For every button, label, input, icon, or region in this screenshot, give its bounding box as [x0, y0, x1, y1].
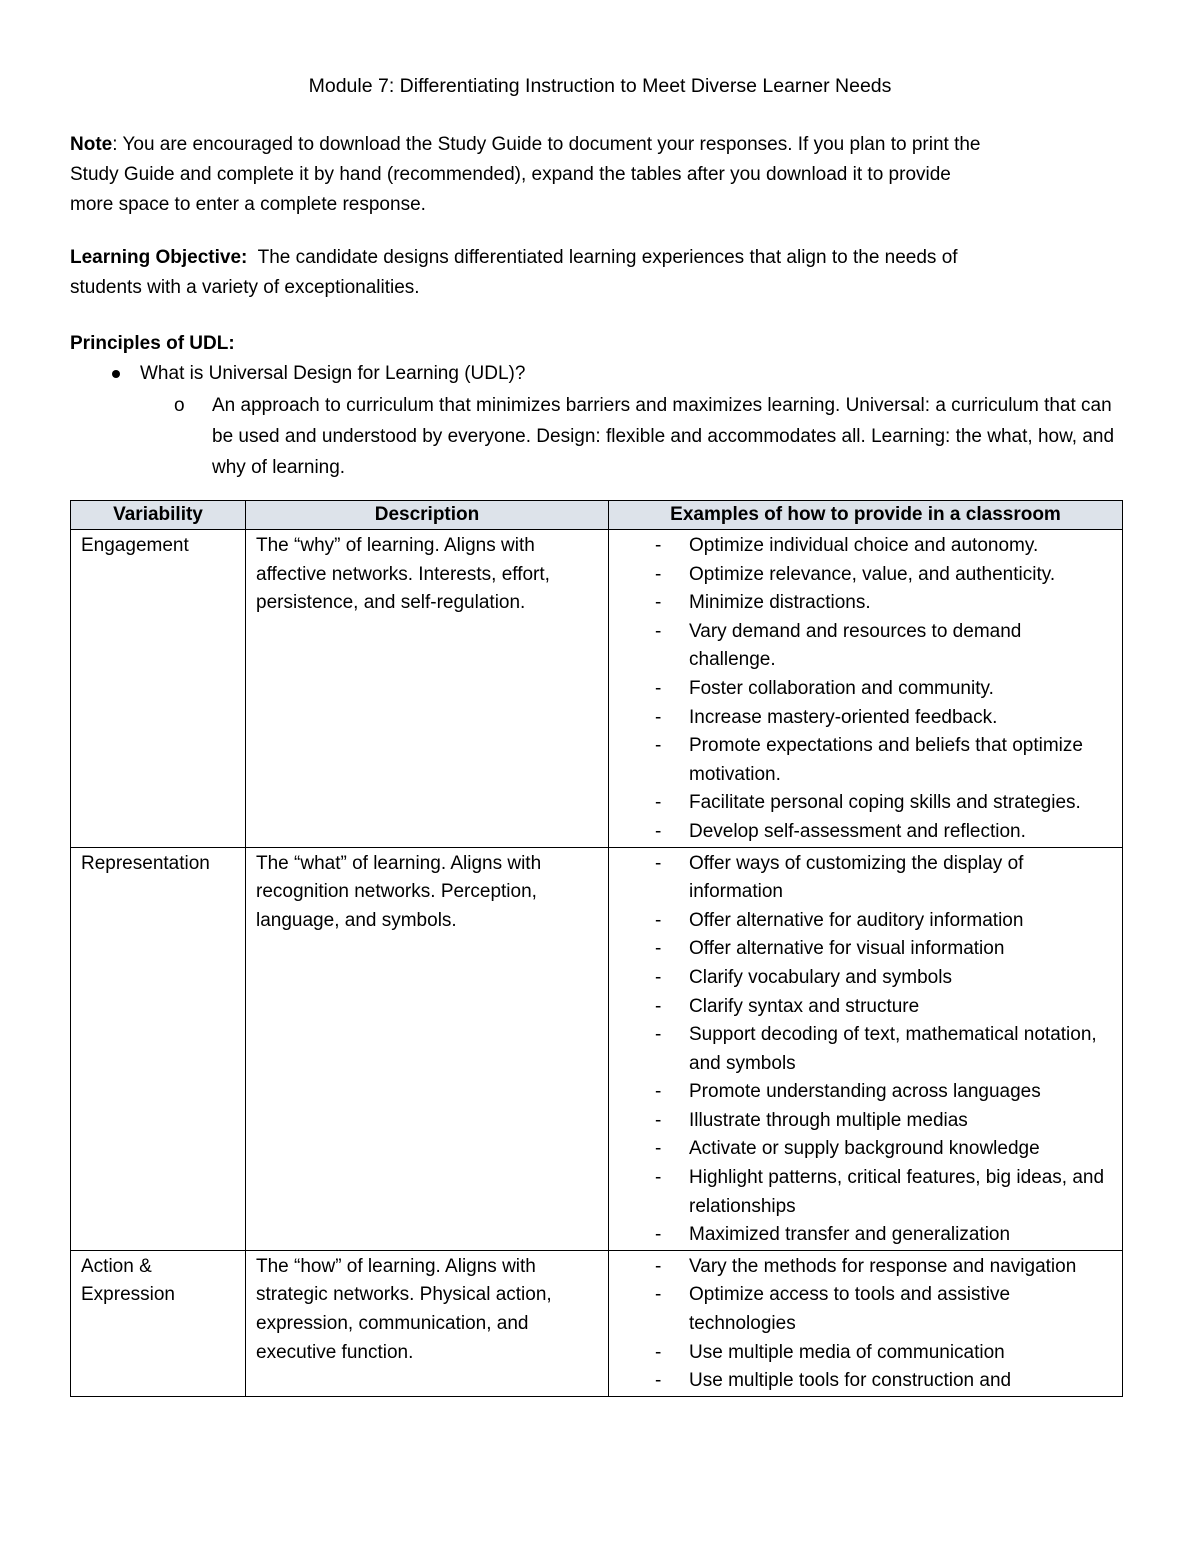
example-text: Facilitate personal coping skills and strategies.: [689, 792, 1081, 814]
variability-text: Action & Expression: [81, 1255, 175, 1306]
objective-label: Learning Objective:: [70, 247, 248, 268]
example-text: Offer ways of customizing the display of information: [689, 852, 1024, 903]
dash-bullet-icon: -: [655, 1255, 662, 1277]
list-item: [619, 964, 1112, 993]
list-item: [619, 1281, 1112, 1338]
list-item: [619, 618, 1112, 675]
list-item: [619, 907, 1112, 936]
dash-bullet-icon: -: [655, 909, 662, 931]
list-item: [619, 1164, 1112, 1221]
list-item: [619, 935, 1112, 964]
dash-bullet-icon: -: [655, 620, 662, 642]
variability-text: Representation: [81, 852, 210, 874]
list-item: [619, 532, 1112, 561]
table-row: [71, 530, 1123, 848]
example-text: Optimize relevance, value, and authenticity.: [689, 563, 1056, 585]
dash-bullet-icon: -: [655, 1024, 662, 1046]
description-cell: [246, 1250, 609, 1396]
dash-bullet-icon: -: [655, 852, 662, 874]
variability-cell: [71, 530, 246, 848]
list-item: [619, 789, 1112, 818]
dash-bullet-icon: -: [655, 677, 662, 699]
example-text: Clarify syntax and structure: [689, 995, 920, 1017]
example-text: Use multiple media of communication: [689, 1341, 1005, 1363]
dash-bullet-icon: -: [655, 1284, 662, 1306]
objective-text-line2: students with a variety of exceptionalities.: [70, 277, 420, 298]
principles-heading: Principles of UDL:: [70, 333, 235, 354]
objective-paragraph: [70, 243, 1130, 303]
objective-text-line1: The candidate designs differentiated learning experiences that align to the needs of: [247, 247, 958, 268]
list-item: [619, 1135, 1112, 1164]
examples-list: [619, 1253, 1112, 1396]
examples-cell: [609, 847, 1123, 1250]
example-text: Offer alternative for auditory information: [689, 909, 1024, 931]
list-item: [619, 1078, 1112, 1107]
example-text: Vary the methods for response and navigation: [689, 1255, 1077, 1277]
example-text: Illustrate through multiple medias: [689, 1109, 968, 1131]
note-text-line1: : You are encouraged to download the Study Guide to document your responses. If you plan to print the: [112, 134, 981, 155]
circle-bullet-icon: o: [174, 395, 185, 416]
dash-bullet-icon: -: [655, 966, 662, 988]
list-item: [619, 1253, 1112, 1282]
list-item: [619, 675, 1112, 704]
example-text: Offer alternative for visual information: [689, 938, 1005, 960]
example-text: Clarify vocabulary and symbols: [689, 966, 952, 988]
dash-bullet-icon: -: [655, 706, 662, 728]
description-cell: [246, 530, 609, 848]
example-text: Promote understanding across languages: [689, 1081, 1041, 1103]
dash-bullet-icon: -: [655, 1224, 662, 1246]
variability-cell: [71, 847, 246, 1250]
dash-bullet-icon: -: [655, 938, 662, 960]
examples-list: [619, 532, 1112, 847]
example-text: Maximized transfer and generalization: [689, 1224, 1011, 1246]
example-text: Increase mastery-oriented feedback.: [689, 706, 998, 728]
description-text: The “why” of learning. Aligns with affective networks. Interests, effort, persistence, and self-regulation.: [256, 535, 550, 614]
note-text-line2: Study Guide and complete it by hand (recommended), expand the tables after you download it to provide: [70, 164, 951, 185]
description-text: The “what” of learning. Aligns with recognition networks. Perception, language, and symbols.: [256, 852, 542, 931]
list-item: [619, 1221, 1112, 1250]
note-text-line3: more space to enter a complete response.: [70, 194, 426, 215]
variability-cell: [71, 1250, 246, 1396]
list-item: [619, 850, 1112, 907]
column-header: Examples of how to provide in a classroom: [609, 501, 1123, 530]
note-paragraph: [70, 130, 1130, 220]
example-text: Use multiple tools for construction and: [689, 1370, 1012, 1392]
example-text: Highlight patterns, critical features, big ideas, and relationships: [689, 1167, 1105, 1217]
dash-bullet-icon: -: [655, 563, 662, 585]
example-text: Activate or supply background knowledge: [689, 1138, 1040, 1160]
example-text: Optimize access to tools and assistive technologies: [689, 1284, 1011, 1335]
list-item: [619, 589, 1112, 618]
bullet-dot-icon: [112, 370, 120, 378]
list-item: [619, 561, 1112, 590]
dash-bullet-icon: -: [655, 1109, 662, 1131]
example-text: Support decoding of text, mathematical notation, and symbols: [689, 1024, 1097, 1074]
list-item: [619, 818, 1112, 847]
table-row: [71, 1250, 1123, 1396]
example-text: Promote expectations and beliefs that optimize motivation.: [689, 735, 1083, 785]
dash-bullet-icon: -: [655, 820, 662, 842]
description-text: The “how” of learning. Aligns with strategic networks. Physical action, expression, communication, and executive function.: [256, 1255, 552, 1363]
note-label: Note: [70, 134, 113, 155]
description-cell: [246, 847, 609, 1250]
list-item: [619, 1021, 1112, 1078]
example-text: Develop self-assessment and reflection.: [689, 820, 1026, 842]
list-item: [619, 704, 1112, 733]
table-header-row: [71, 501, 1123, 530]
example-text: Foster collaboration and community.: [689, 677, 994, 699]
list-item: [619, 1339, 1112, 1368]
dash-bullet-icon: -: [655, 995, 662, 1017]
example-text: Optimize individual choice and autonomy.: [689, 535, 1039, 556]
dash-bullet-icon: -: [655, 792, 662, 814]
dash-bullet-icon: -: [655, 1341, 662, 1363]
dash-bullet-icon: -: [655, 1167, 662, 1189]
examples-cell: [609, 1250, 1123, 1396]
dash-bullet-icon: -: [655, 1370, 662, 1392]
udl-table: [70, 500, 1123, 1397]
list-item: [619, 1367, 1112, 1396]
variability-text: Engagement: [81, 535, 189, 556]
dash-bullet-icon: -: [655, 1138, 662, 1160]
dash-bullet-icon: -: [655, 592, 662, 614]
table-row: [71, 847, 1123, 1250]
page-title: Module 7: Differentiating Instruction to Meet Diverse Learner Needs: [308, 75, 892, 97]
examples-list: [619, 850, 1112, 1250]
list-item: [619, 993, 1112, 1022]
column-header: Variability: [71, 501, 246, 530]
example-text: Vary demand and resources to demand challenge.: [689, 620, 1022, 671]
list-item: [619, 1107, 1112, 1136]
column-header: Description: [246, 501, 609, 530]
example-text: Minimize distractions.: [689, 592, 871, 614]
dash-bullet-icon: -: [655, 1081, 662, 1103]
dash-bullet-icon: -: [655, 735, 662, 757]
answer-text: An approach to curriculum that minimizes barriers and maximizes learning. Universal: a curriculum that can be used and understood by everyone. Design: flexible and accommodates all. Learning: the what, how, and why of learning.: [212, 395, 1115, 478]
examples-cell: [609, 530, 1123, 848]
list-item: [619, 732, 1112, 789]
dash-bullet-icon: -: [655, 535, 662, 556]
question-text: What is Universal Design for Learning (UDL)?: [140, 363, 526, 384]
